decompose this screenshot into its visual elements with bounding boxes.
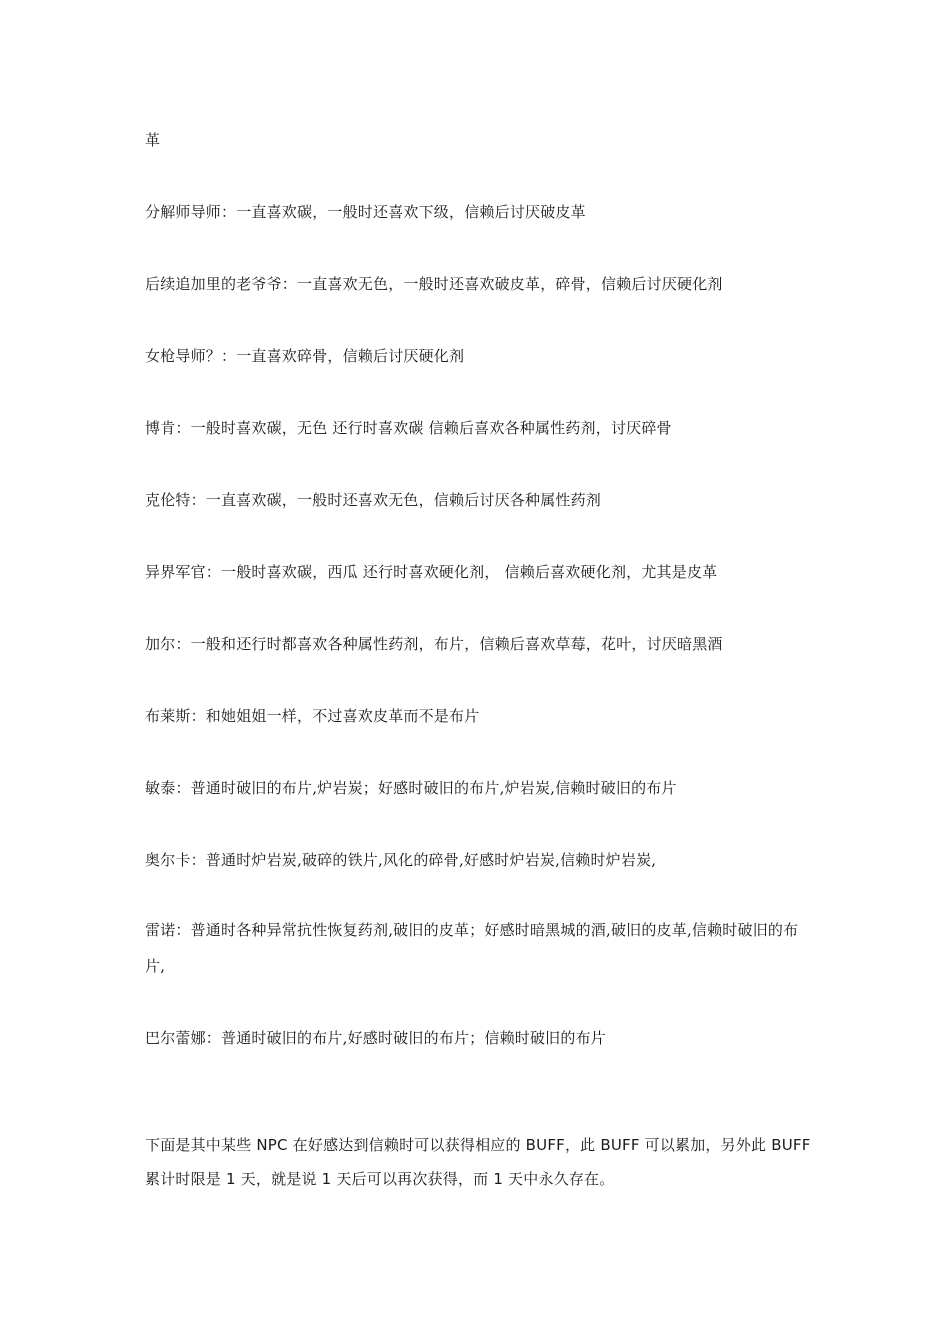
- text-line: 布莱斯：和她姐姐一样，不过喜欢皮革而不是布片: [145, 707, 480, 725]
- text-line: 巴尔蕾娜：普通时破旧的布片,好感时破旧的布片；信赖时破旧的布片: [145, 1029, 606, 1047]
- text-line: 克伦特：一直喜欢碳，一般时还喜欢无色，信赖后讨厌各种属性药剂: [145, 491, 602, 509]
- text-line: 奥尔卡：普通时炉岩炭,破碎的铁片,风化的碎骨,好感时炉岩炭,信赖时炉岩炭,: [145, 851, 657, 869]
- text-line: 敏泰：普通时破旧的布片,炉岩炭；好感时破旧的布片,炉岩炭,信赖时破旧的布片: [145, 779, 677, 797]
- notes-paragraph: 下面是其中某些 NPC 在好感达到信赖时可以获得相应的 BUFF，此 BUFF 可以累加，另外此 BUFF 累计时限是 1 天，就是说 1 天后可以再次获得，而 1 天中永久存在。: [145, 1136, 811, 1188]
- text-line: 博肯：一般时喜欢碳，无色 还行时喜欢碳 信赖后喜欢各种属性药剂，讨厌碎骨: [145, 419, 672, 437]
- text-line: 后续追加里的老爷爷：一直喜欢无色，一般时还喜欢破皮革，碎骨，信赖后讨厌硬化剂: [145, 275, 723, 293]
- text-line: 加尔：一般和还行时都喜欢各种属性药剂，布片，信赖后喜欢草莓，花叶，讨厌暗黑酒: [145, 635, 723, 653]
- text-line: 革: [145, 131, 161, 149]
- text-line: 异界军官：一般时喜欢碳，西瓜 还行时喜欢硬化剂， 信赖后喜欢硬化剂，尤其是皮革: [145, 563, 718, 581]
- text-paragraph: 雷诺：普通时各种异常抗性恢复药剂,破旧的皮革；好感时暗黑城的酒,破旧的皮革,信赖时破旧的布片,: [145, 921, 799, 975]
- text-line: 分解师导师：一直喜欢碳，一般时还喜欢下级，信赖后讨厌破皮革: [145, 203, 586, 221]
- text-line: 女枪导师？：一直喜欢碎骨，信赖后讨厌硬化剂: [145, 347, 465, 365]
